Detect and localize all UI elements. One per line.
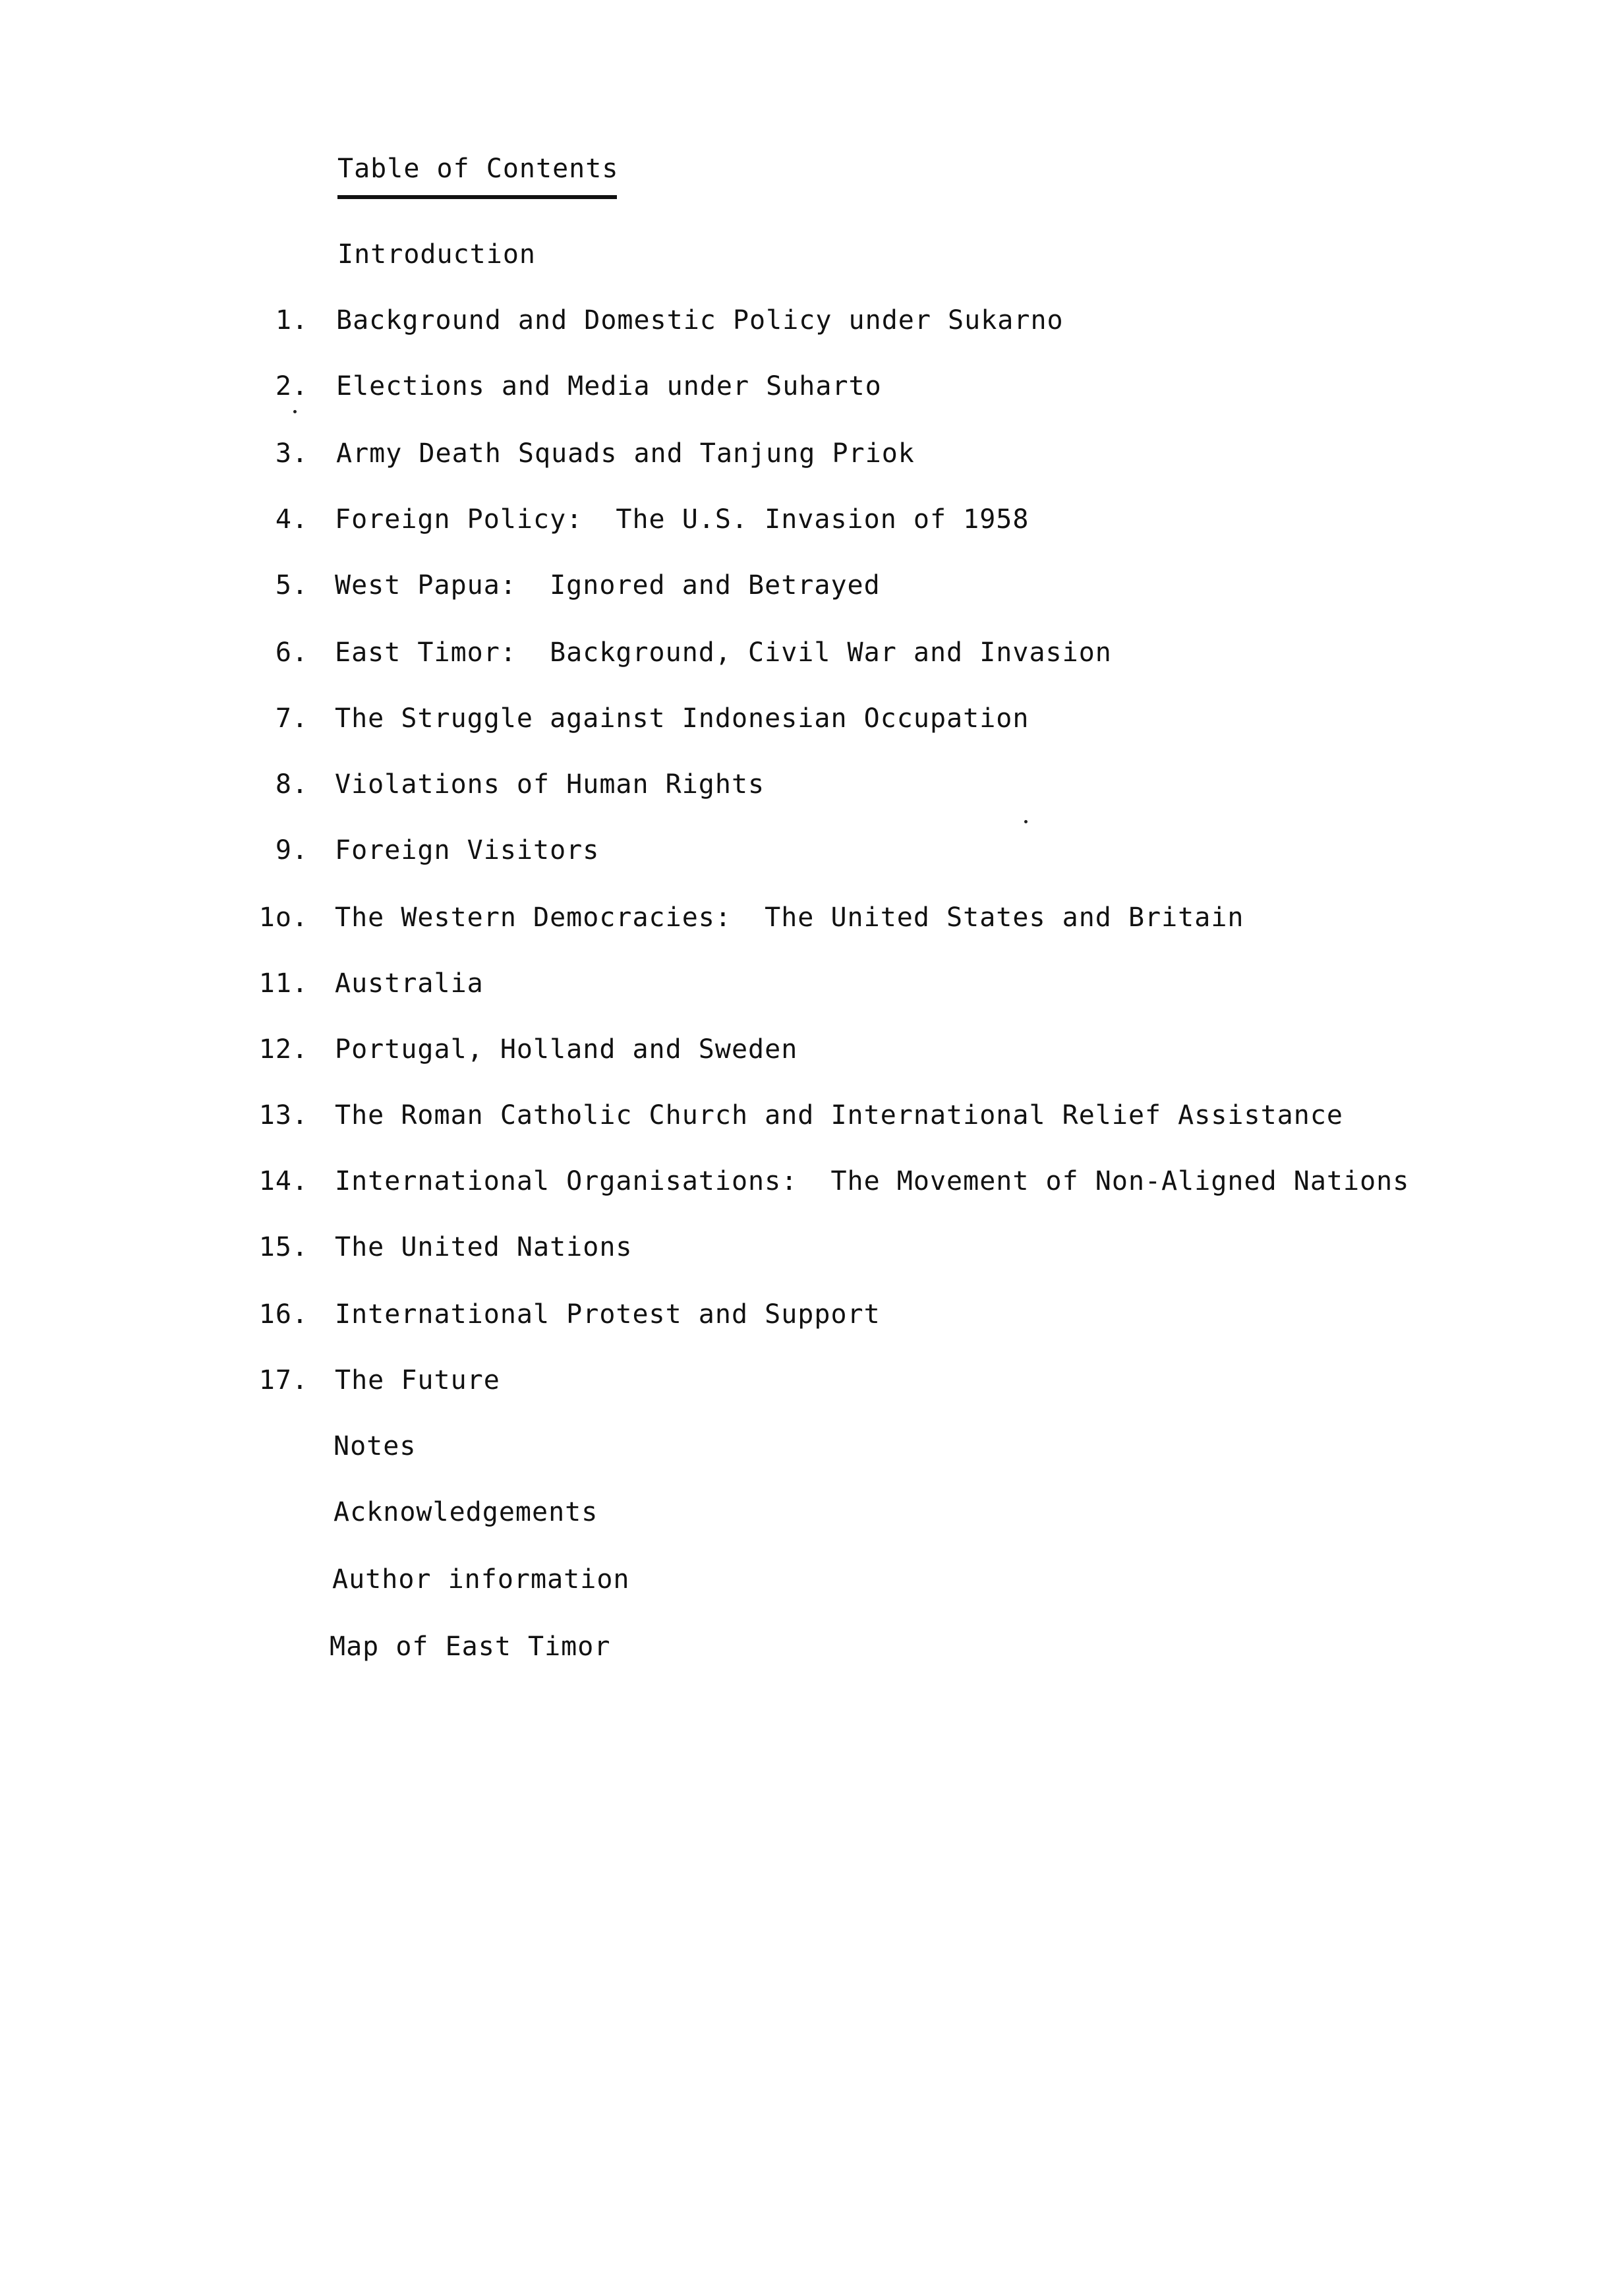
toc-entry-title: Introduction — [337, 239, 536, 270]
toc-entry — [0, 501, 1624, 538]
toc-entry — [0, 236, 1624, 273]
scan-speck — [1024, 820, 1028, 823]
toc-entry-title: West Papua: Ignored and Betrayed — [335, 570, 881, 601]
toc-entry — [0, 1097, 1624, 1134]
toc-entry-title: Violations of Human Rights — [335, 769, 765, 800]
toc-entry-title: Notes — [334, 1431, 417, 1461]
toc-entry — [0, 832, 1624, 869]
toc-entry — [0, 899, 1624, 936]
toc-entry-number: 1. — [275, 305, 308, 336]
toc-entry-title: Army Death Squads and Tanjung Priok — [336, 438, 915, 469]
toc-entry — [0, 368, 1624, 405]
toc-entry-number: 2. — [275, 371, 308, 401]
toc-entry-number: 13. — [258, 1100, 308, 1131]
toc-entry — [0, 766, 1624, 803]
toc-entry-number: 12. — [258, 1034, 308, 1065]
toc-entry-number: 15. — [258, 1232, 308, 1262]
toc-entry — [0, 700, 1624, 737]
toc-entry — [0, 1561, 1624, 1598]
toc-entry-number: 8. — [275, 769, 308, 800]
toc-heading: Table of Contents — [337, 154, 619, 184]
toc-entry-title: Foreign Policy: The U.S. Invasion of 1958 — [335, 504, 1030, 535]
toc-entry-title: Elections and Media under Suharto — [336, 371, 882, 401]
toc-entry — [0, 634, 1624, 671]
toc-entry — [0, 1163, 1624, 1200]
toc-entry — [0, 1494, 1624, 1531]
toc-entry-number: 16. — [258, 1299, 308, 1330]
toc-entry — [0, 302, 1624, 339]
toc-entry-title: Map of East Timor — [330, 1632, 611, 1662]
toc-entry — [0, 567, 1624, 604]
toc-entry-title: International Organisations: The Movement of Non-Aligned Nations — [335, 1166, 1410, 1196]
toc-entry-number: 1o. — [258, 902, 308, 933]
toc-entry-title: The Struggle against Indonesian Occupation — [335, 703, 1030, 734]
toc-entry-number: 5. — [275, 570, 308, 601]
toc-entry-title: The Western Democracies: The United States and Britain — [335, 902, 1244, 933]
toc-entry — [0, 1031, 1624, 1068]
toc-entry — [0, 1362, 1624, 1399]
toc-entry-number: 7. — [275, 703, 308, 734]
toc-entry — [0, 965, 1624, 1002]
toc-entry-title: The Future — [335, 1365, 500, 1396]
scan-speck — [293, 410, 297, 413]
toc-entry-number: 14. — [258, 1166, 308, 1196]
toc-entry-title: Australia — [335, 968, 484, 999]
toc-entry-number: 17. — [258, 1365, 308, 1396]
toc-entry-title: Portugal, Holland and Sweden — [335, 1034, 798, 1065]
toc-entry-title: East Timor: Background, Civil War and Invasion — [335, 637, 1112, 668]
toc-entry-title: The United Nations — [335, 1232, 633, 1262]
toc-entry — [0, 1428, 1624, 1465]
toc-entry — [0, 1628, 1624, 1665]
toc-entry-number: 11. — [258, 968, 308, 999]
toc-entry — [0, 435, 1624, 472]
toc-entry-title: International Protest and Support — [335, 1299, 881, 1330]
heading-underline — [337, 195, 617, 199]
toc-entry — [0, 1229, 1624, 1266]
toc-entry-number: 9. — [275, 835, 308, 866]
toc-entry — [0, 1296, 1624, 1333]
toc-entry-title: Foreign Visitors — [335, 835, 600, 866]
toc-entry-number: 6. — [275, 637, 308, 668]
toc-entry-number: 3. — [275, 438, 308, 469]
toc-entry-number: 4. — [275, 504, 308, 535]
toc-entry-title: The Roman Catholic Church and International Relief Assistance — [335, 1100, 1344, 1131]
toc-entry-title: Acknowledgements — [334, 1497, 598, 1527]
toc-entry-title: Author information — [332, 1564, 630, 1595]
toc-entry-title: Background and Domestic Policy under Sukarno — [336, 305, 1064, 336]
